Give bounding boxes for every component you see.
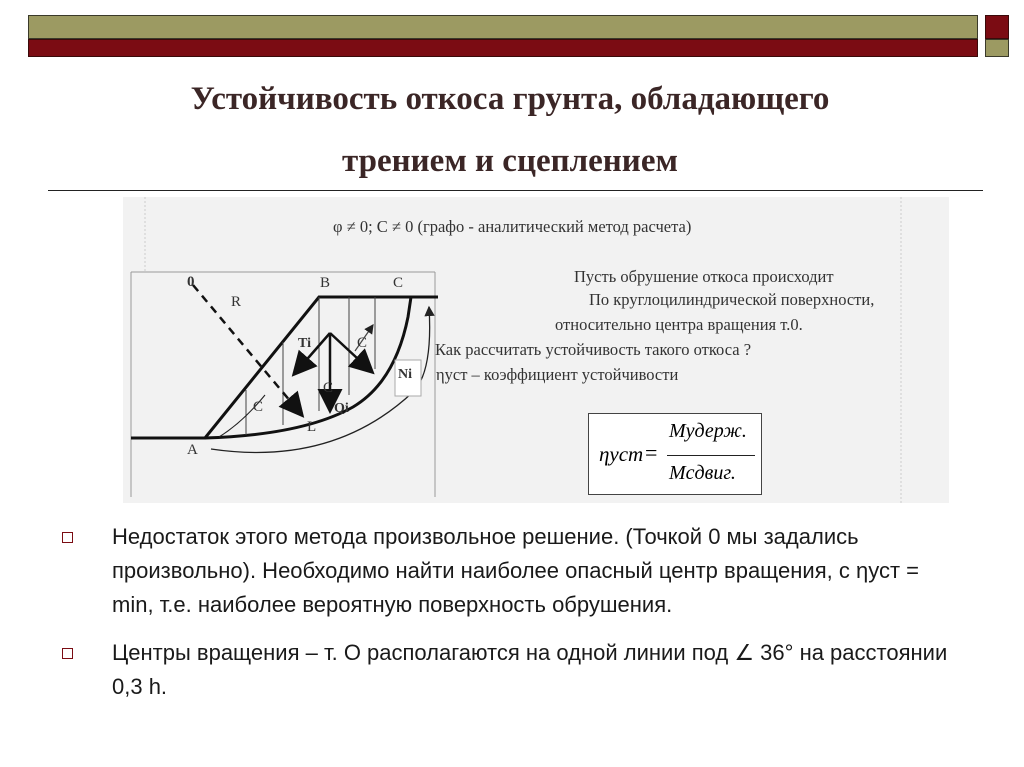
figure-question: Как рассчитать устойчивость такого откоса ?: [435, 340, 752, 359]
formula-numerator: Mудерж.: [669, 420, 747, 442]
label-c-right: C: [357, 335, 368, 351]
bullet-square-icon: [62, 648, 73, 659]
title-line-2: трением и сцеплением: [342, 143, 678, 179]
corner-square-olive: [985, 39, 1009, 57]
label-q: Qi: [334, 401, 349, 416]
label-c-mid: C: [323, 380, 334, 396]
bullet-text-1: Недостаток этого метода произвольное решение. (Точкой 0 мы задались произвольно). Необходимо найти наиболее опасный центр вращения, с ηуст = min, т.е. наиболее вероятную поверхность обрушения.: [112, 524, 919, 617]
label-l: L: [307, 419, 317, 435]
label-radius: R: [231, 294, 242, 310]
figure-desc-line-1: Пусть обрушение откоса происходит: [574, 267, 834, 286]
bullet-list: [62, 520, 962, 704]
header-band-maroon: [28, 39, 978, 57]
figure-desc-line-2: По круглоцилиндрической поверхности,: [589, 290, 875, 309]
stability-formula: [588, 413, 762, 495]
slope-stability-figure: [123, 197, 949, 503]
label-c-left: C: [253, 399, 264, 415]
label-n: Ni: [398, 367, 412, 382]
bullet-square-icon: [62, 532, 73, 543]
formula-denominator: Mсдвиг.: [669, 462, 736, 484]
label-c-top: C: [393, 275, 404, 291]
formula-fraction-bar: [667, 455, 755, 456]
label-center: 0: [187, 274, 195, 290]
slide-title: [40, 68, 980, 192]
figure-desc-line-3: относительно центра вращения т.0.: [555, 315, 803, 334]
formula-lhs: ηуст: [599, 442, 644, 466]
header-band-olive: [28, 15, 978, 39]
bullet-item-1: [62, 520, 962, 622]
formula-equals: =: [645, 440, 658, 465]
figure-header: φ ≠ 0; C ≠ 0 (графо - аналитический метод расчета): [333, 217, 692, 236]
bullet-item-2: [62, 636, 962, 704]
eta-definition: ηуст – коэффициент устойчивости: [436, 365, 679, 384]
label-b: B: [320, 275, 331, 291]
label-t: Ti: [298, 336, 311, 351]
title-line-1: Устойчивость откоса грунта, обладающего: [190, 81, 830, 117]
corner-square-maroon: [985, 15, 1009, 39]
label-a: A: [187, 442, 198, 458]
title-divider: [48, 190, 983, 191]
bullet-text-2: Центры вращения – т. О располагаются на одной линии под ∠ 36° на расстоянии 0,3 h.: [112, 640, 948, 699]
